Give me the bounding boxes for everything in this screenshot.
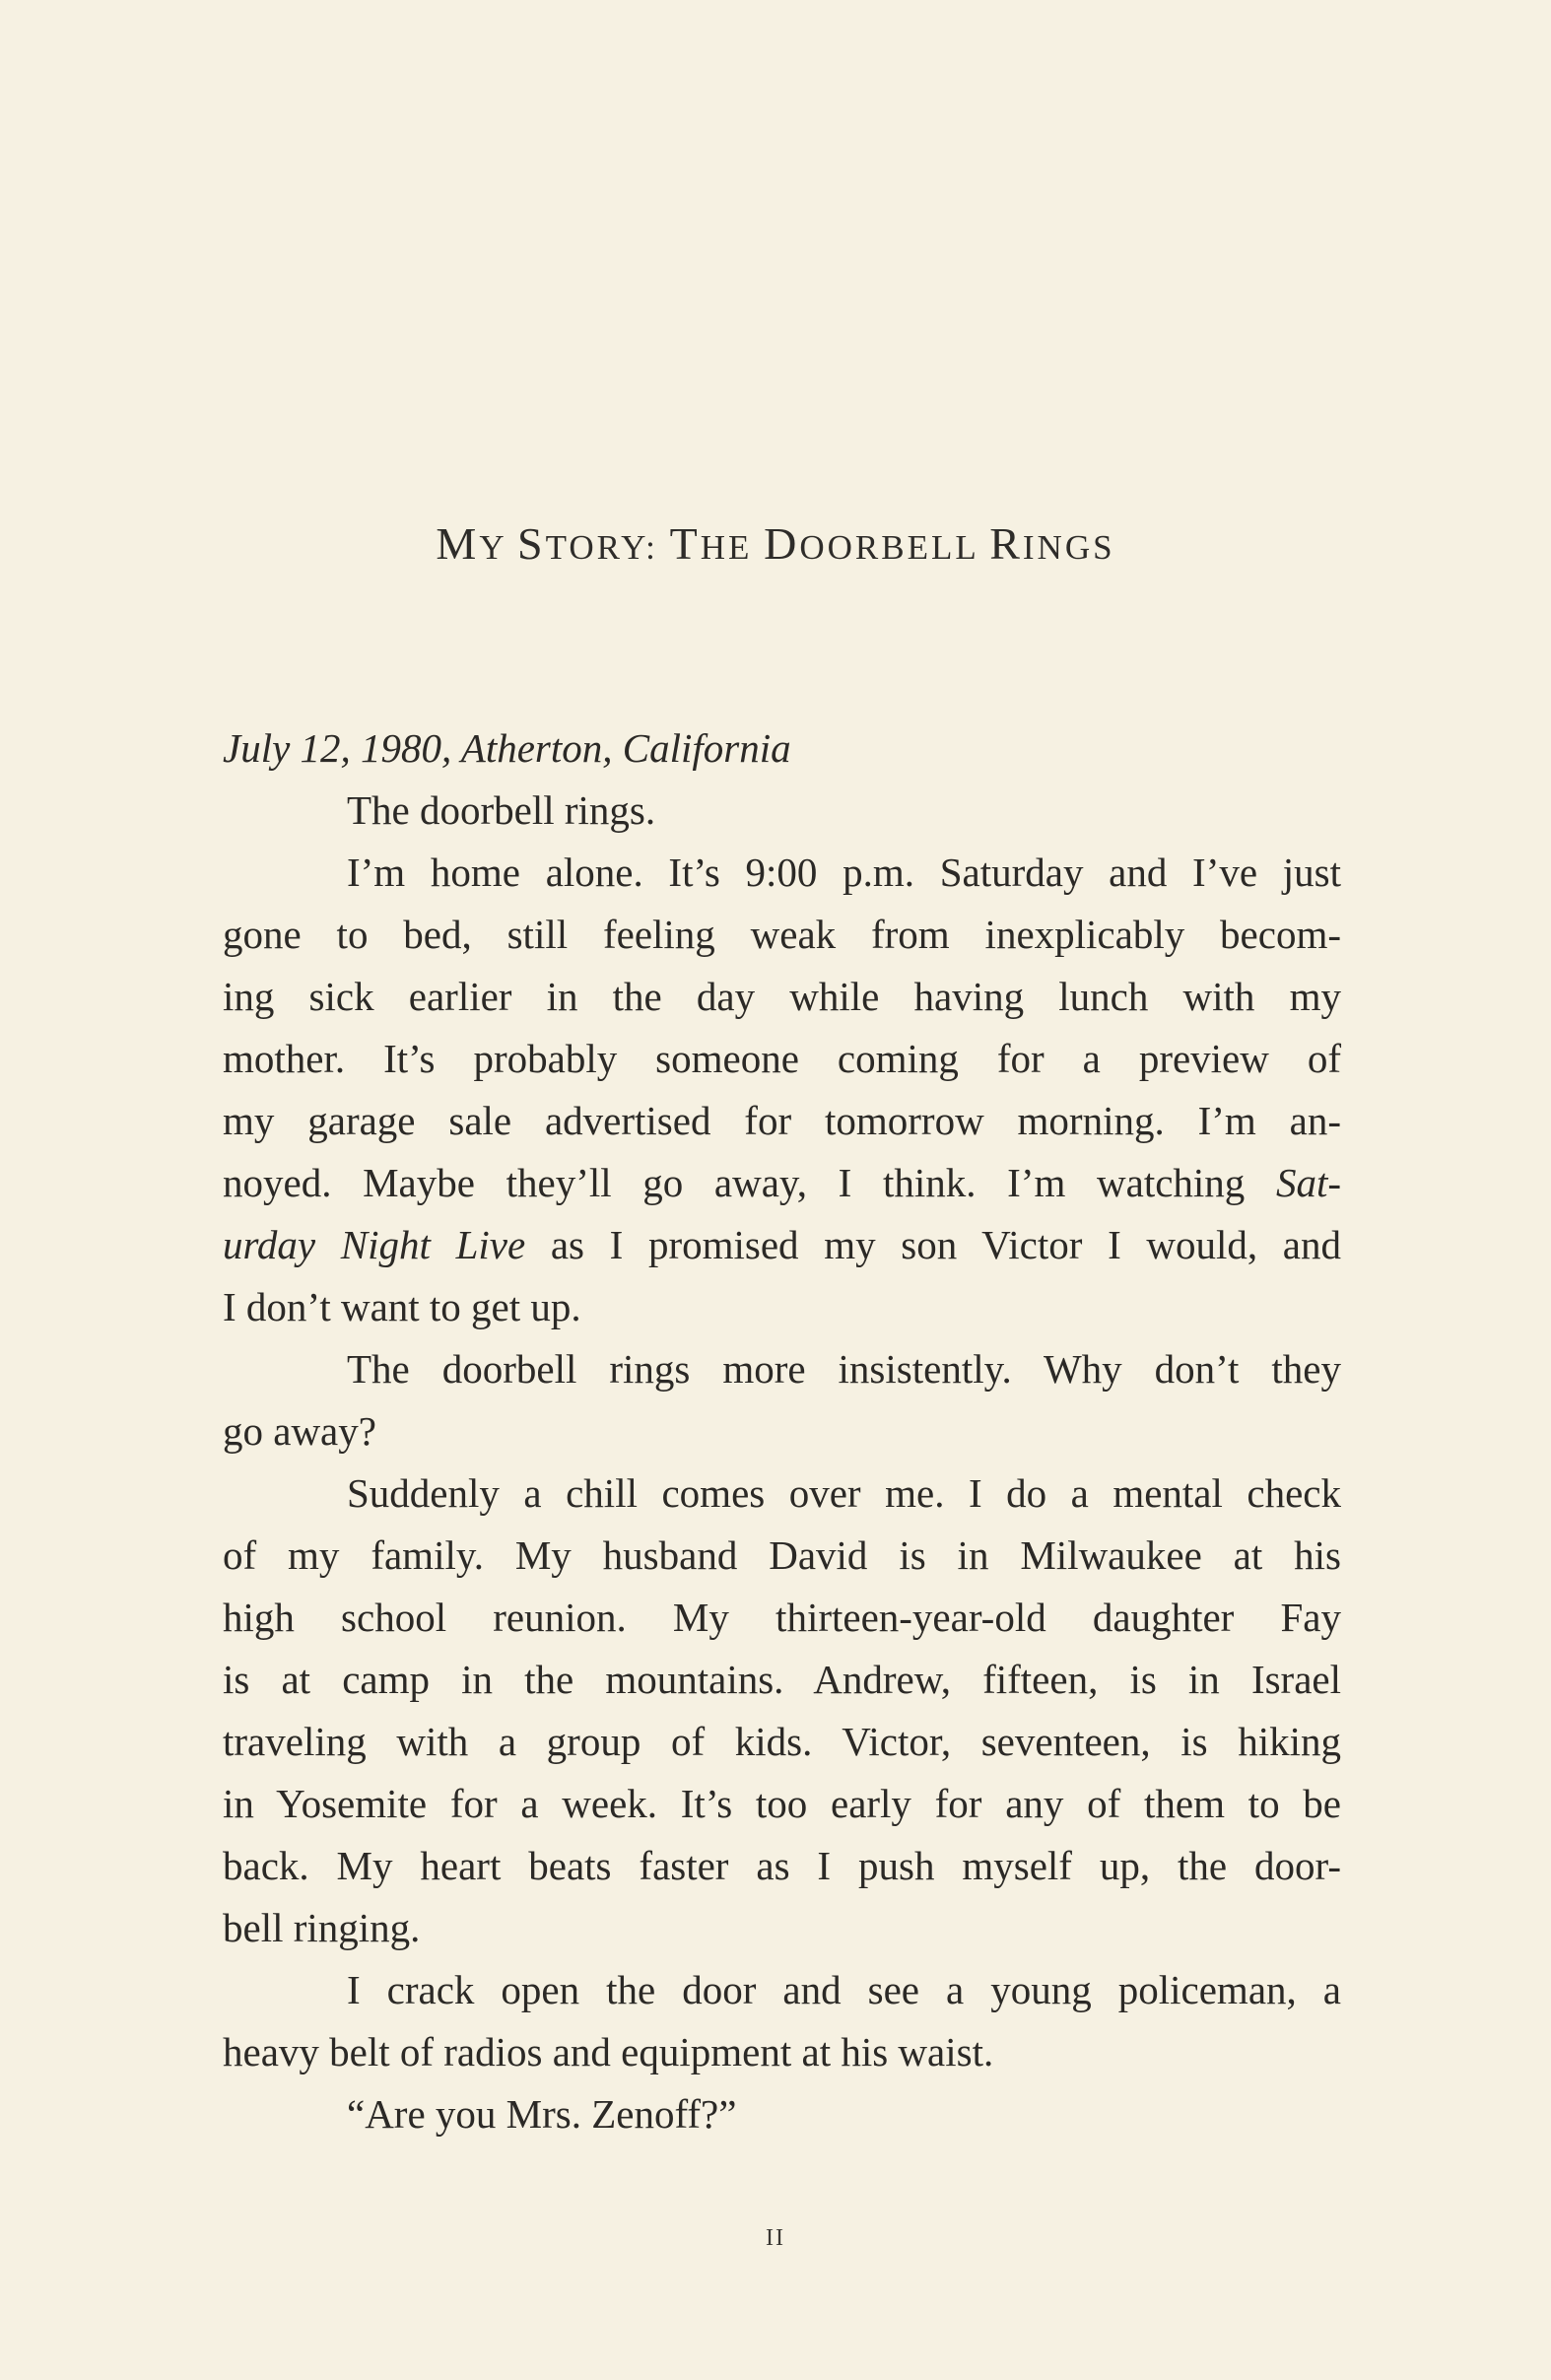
text-segment: as I promised my son Victor I would, and [525, 1222, 1341, 1267]
text-line: back. My heart beats faster as I push myself up, the door- [223, 1843, 1341, 1888]
text-line: The doorbell rings more insistently. Why don’t they [347, 1346, 1341, 1392]
text-line: I’m home alone. It’s 9:00 p.m. Saturday and I’ve just [347, 850, 1341, 895]
text-line: ing sick earlier in the day while having lunch with my [223, 974, 1341, 1019]
title-word: STORY: [517, 518, 670, 569]
text-line: of my family. My husband David is in Milwaukee at his [223, 1532, 1341, 1578]
text-line: my garage sale advertised for tomorrow morning. I’m an- [223, 1098, 1341, 1143]
body-lines [223, 780, 1341, 2145]
title-word: DOORBELL [764, 518, 990, 569]
text-line [223, 1214, 1341, 1276]
title-word: RINGS [989, 518, 1115, 569]
text-line: Suddenly a chill comes over me. I do a mental check [347, 1470, 1341, 1516]
text-line [223, 1152, 1341, 1214]
text-line: mother. It’s probably someone coming for a preview of [223, 1036, 1341, 1081]
text-line: in Yosemite for a week. It’s too early for any of them to be [223, 1781, 1341, 1826]
italic-title: Sat- [1275, 1160, 1341, 1205]
page-number: II [766, 2225, 785, 2251]
text-line: gone to bed, still feeling weak from inexplicably becom- [223, 912, 1341, 957]
text-line: bell ringing. [223, 1905, 421, 1950]
text-line: I crack open the door and see a young policeman, a [347, 1967, 1341, 2012]
dateline: July 12, 1980, Atherton, California [223, 725, 791, 771]
italic-title: urday Night Live [223, 1222, 526, 1267]
text-line: traveling with a group of kids. Victor, seventeen, is hiking [223, 1719, 1341, 1764]
text-line: heavy belt of radios and equipment at his waist. [223, 2029, 994, 2074]
text-line: I don’t want to get up. [223, 1284, 581, 1329]
chapter-title [0, 517, 1551, 570]
text-segment: noyed. Maybe they’ll go away, I think. I’m watching [223, 1160, 1276, 1205]
text-line: “Are you Mrs. Zenoff?” [347, 2091, 737, 2137]
text-line: is at camp in the mountains. Andrew, fifteen, is in Israel [223, 1657, 1341, 1702]
text-line: The doorbell rings. [347, 787, 656, 833]
title-word: THE [669, 518, 765, 569]
body-text [223, 717, 1341, 2145]
text-line: high school reunion. My thirteen-year-old daughter Fay [223, 1595, 1341, 1640]
text-line: go away? [223, 1408, 376, 1454]
title-word: MY [436, 518, 518, 569]
